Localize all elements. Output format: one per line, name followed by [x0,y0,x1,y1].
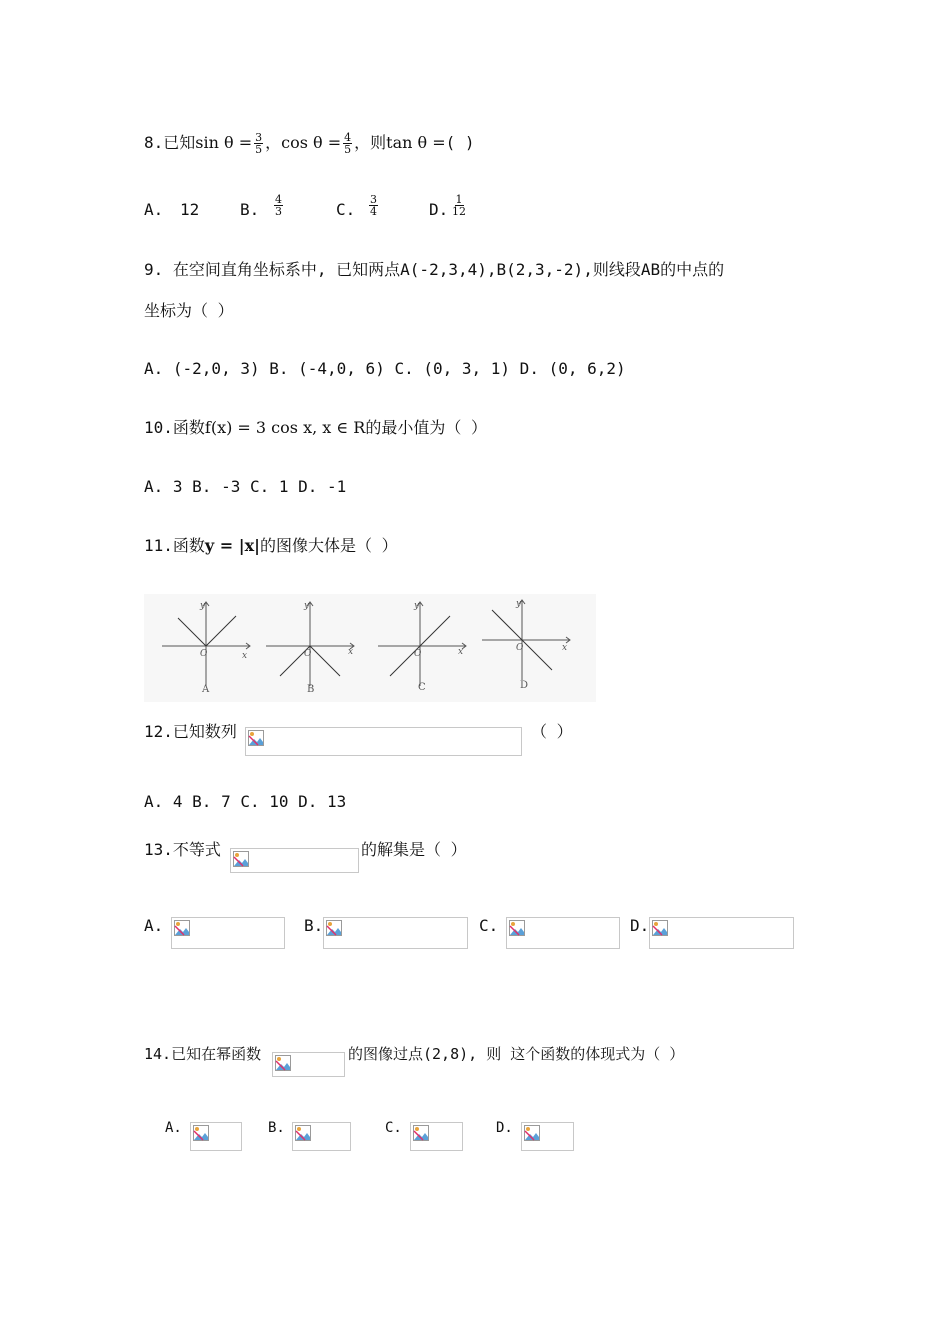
graph-c-y-label: y [414,601,420,611]
broken-image-icon [295,1125,311,1141]
q14-option-b-label: B. [268,1120,285,1136]
graph-a-left-branch [178,618,206,646]
q12-options: A. 4 B. 7 C. 10 D. 13 [144,792,347,811]
q8-then: ，则 [354,133,387,152]
q13-option-c-label: C. [479,916,499,935]
q13-option-a-image [171,917,285,949]
q8-option-a-value: 12 [180,200,200,219]
q13-suffix: 的解集是（ ） [361,840,467,859]
q10-prefix: 10.函数 [144,418,205,437]
question-9-line-1: 9. 在空间直角坐标系中, 已知两点A(-2,3,4),B(2,3,-2),则线段AB的中点的 [144,260,725,279]
q8-option-b-label: B. [240,200,260,219]
graph-a-caption: A [202,684,210,695]
q8-separator: ， [265,133,282,152]
graph-d-caption: D [520,680,529,691]
q8-sin-fraction: $\frac{3}{5}$ [255,131,263,156]
q11-suffix: 的图像大体是（ ） [259,536,398,555]
q8-cos-expr: cos θ = [281,133,342,152]
q10-options: A. 3 B. -3 C. 1 D. -1 [144,477,347,496]
graph-a-origin-label: O [200,649,208,659]
graph-d-x-label: x [562,643,568,653]
graph-b-right-branch [310,646,340,676]
broken-image-icon [326,920,342,936]
q13-option-b-image [323,917,468,949]
broken-image-icon [233,851,249,867]
graph-b-y-label: y [304,601,310,611]
q12-suffix: （ ） [531,722,573,741]
q14-option-d-image [521,1122,574,1151]
graph-c-caption: C [418,682,426,693]
q8-option-d-fraction: $\frac{1}{12}$ [452,193,466,218]
graph-c-x-label: x [458,647,464,657]
graph-b-origin-label: O [304,649,312,659]
q13-image-placeholder [230,848,359,873]
graph-c-origin-label: O [414,649,422,659]
question-11 [144,536,398,556]
q11-expression: y = |x| [204,536,260,555]
q14-option-c-image [410,1122,463,1151]
q14-image-placeholder [272,1052,345,1077]
q8-prefix: 8.已知 [144,133,196,152]
q8-option-a-label: A. [144,200,164,219]
q11-graph-figure [144,594,596,702]
graph-b-caption: B [307,684,315,695]
graph-b-x-label: x [348,647,354,657]
q13-option-a-label: A. [144,916,164,935]
question-8 [144,132,475,155]
q8-answer-blank: ( ) [445,133,475,152]
q12-image-placeholder [245,727,522,756]
q14-option-a-label: A. [165,1120,182,1136]
q11-graphs-svg [144,594,596,702]
broken-image-icon [275,1055,291,1071]
q11-prefix: 11.函数 [144,536,205,555]
q14-option-d-label: D. [496,1120,513,1136]
q14-option-b-image [292,1122,351,1151]
question-10 [144,418,487,438]
graph-a-right-branch [206,616,236,646]
graph-d-origin-label: O [516,643,524,653]
q14-option-c-label: C. [385,1120,402,1136]
q8-tan-expr: tan θ = [386,133,446,152]
q8-option-c-label: C. [336,200,356,219]
q14-option-a-image [190,1122,242,1151]
broken-image-icon [652,920,668,936]
q13-option-b-label: B. [304,916,324,935]
graph-a-x-label: x [242,651,248,661]
question-9-line-2: 坐标为（ ） [144,301,234,320]
graph-d-y-label: y [516,599,522,609]
q13-option-c-image [506,917,620,949]
q9-options: A. (-2,0, 3) B. (-4,0, 6) C. (0, 3, 1) D. (0, 6,2) [144,359,626,378]
broken-image-icon [509,920,525,936]
broken-image-icon [413,1125,429,1141]
q10-expression: f(x) = 3 cos x, x ∈ R [204,418,366,437]
q13-prefix: 13.不等式 [144,840,221,859]
q8-option-b-fraction: $\frac{4}{3}$ [275,193,282,218]
broken-image-icon [193,1125,209,1141]
q8-option-c-fraction: $\frac{3}{4}$ [370,193,377,218]
q13-option-d-image [649,917,794,949]
q10-suffix: 的最小值为（ ） [365,418,487,437]
q8-sin-expr: sin θ = [195,133,253,152]
q14-suffix: 的图像过点(2,8), 则 这个函数的体现式为（ ） [348,1045,685,1063]
broken-image-icon [174,920,190,936]
q13-option-d-label: D. [630,916,650,935]
broken-image-icon [524,1125,540,1141]
q12-prefix: 12.已知数列 [144,722,237,741]
q8-cos-fraction: $\frac{4}{5}$ [344,131,352,156]
broken-image-icon [248,730,264,746]
q8-option-d-label: D. [429,200,449,219]
graph-a-y-label: y [200,601,206,611]
q14-prefix: 14.已知在幂函数 [144,1045,262,1063]
